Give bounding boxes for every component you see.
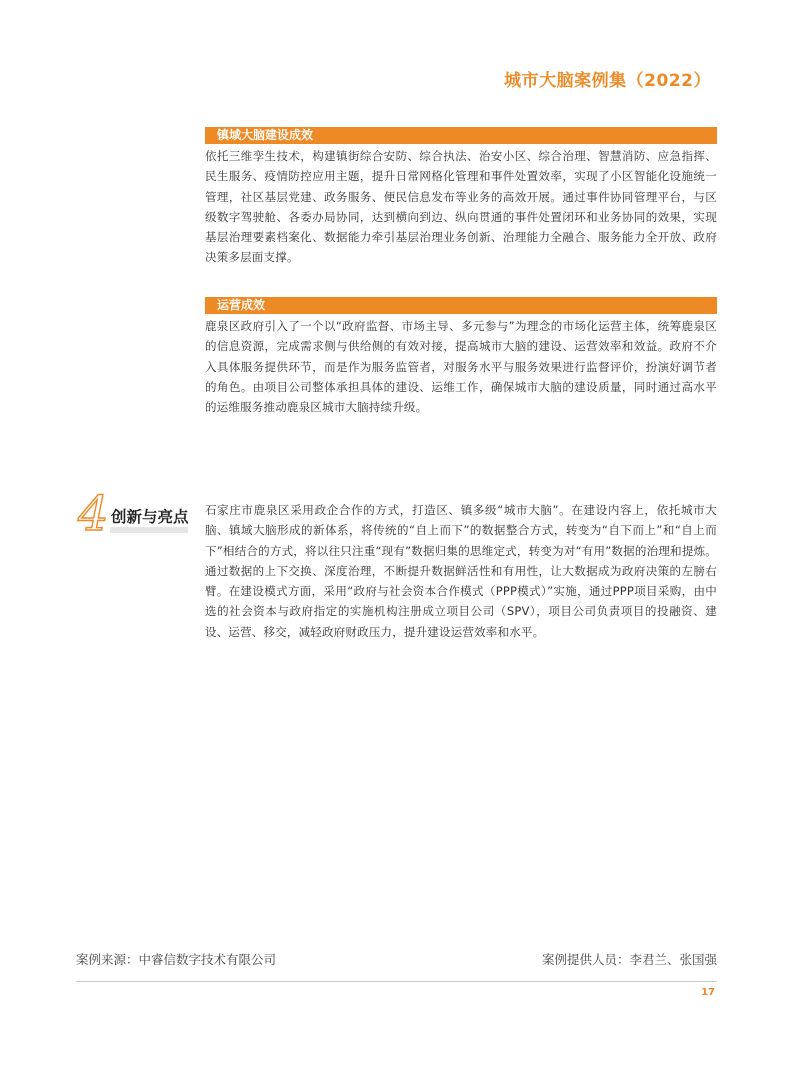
page-number: 17 <box>701 987 715 998</box>
section-heading-operation: 运营成效 <box>205 297 717 314</box>
case-source: 案例来源：中睿信数字技术有限公司 <box>76 952 277 967</box>
section-number-glyph <box>76 490 112 536</box>
section-body-innovation: 石家庄市鹿泉区采用政企合作的方式，打造区、镇多级“城市大脑”。在建设内容上，依托城市大脑、镇域大脑形成的新体系，将传统的“自上而下”的数据整合方式，转变为“自下而上”和“自上而下”相结合的方式，将以往只注重“现有”数据归集的思维定式，转变为对“有用”数据的治理和提炼。通过数据的上下交换、深度治理，不断提升数据鲜活性和有用性，让大数据成为政府决策的左膀右臂。在建设模式方面，采用“政府与社会资本合作模式（PPP模式）”实施，通过PPP项目采购，由中选的社会资本与政府指定的实施机构注册成立项目公司（SPV），项目公司负责项目的投融资、建设、运营、移交，减轻政府财政压力，提升建设运营效率和水平。 <box>205 503 717 639</box>
case-contributors: 案例提供人员：李君兰、张国强 <box>541 952 717 967</box>
svg-text:4: 4 <box>78 490 109 536</box>
section-heading-town-brain: 镇域大脑建设成效 <box>205 127 717 144</box>
section-number-4 <box>76 490 112 536</box>
section-title-underline <box>110 527 188 533</box>
section-title-innovation: 创新与亮点 <box>111 508 189 526</box>
page-header-title: 城市大脑案例集（2022） <box>504 71 711 91</box>
section-body-town-brain: 依托三维孪生技术，构建镇街综合安防、综合执法、治安小区、综合治理、智慧消防、应急指挥、民生服务、疫情防控应用主题，提升日常网格化管理和事件处置效率，实现了小区智能化设施统一管理，社区基层党建、政务服务、便民信息发布等业务的高效开展。通过事件协同管理平台，与区级数字驾驶舱、各委办局协同，达到横向到边、纵向贯通的事件处置闭环和业务协同的效果，实现基层治理要素档案化、数据能力牵引基层治理业务创新、治理能力全融合、服务能力全开放、政府决策多层面支撑。 <box>205 149 717 265</box>
footer-divider <box>76 981 717 982</box>
section-body-operation: 鹿泉区政府引入了一个以“政府监督、市场主导、多元参与”为理念的市场化运营主体，统筹鹿泉区的信息资源，完成需求侧与供给侧的有效对接，提高城市大脑的建设、运营效率和效益。政府不介入具体服务提供环节，而是作为服务监管者，对服务水平与服务效果进行监督评价，扮演好调节者的角色。由项目公司整体承担具体的建设、运维工作，确保城市大脑的建设质量，同时通过高水平的运维服务推动鹿泉区城市大脑持续升级。 <box>205 319 717 415</box>
